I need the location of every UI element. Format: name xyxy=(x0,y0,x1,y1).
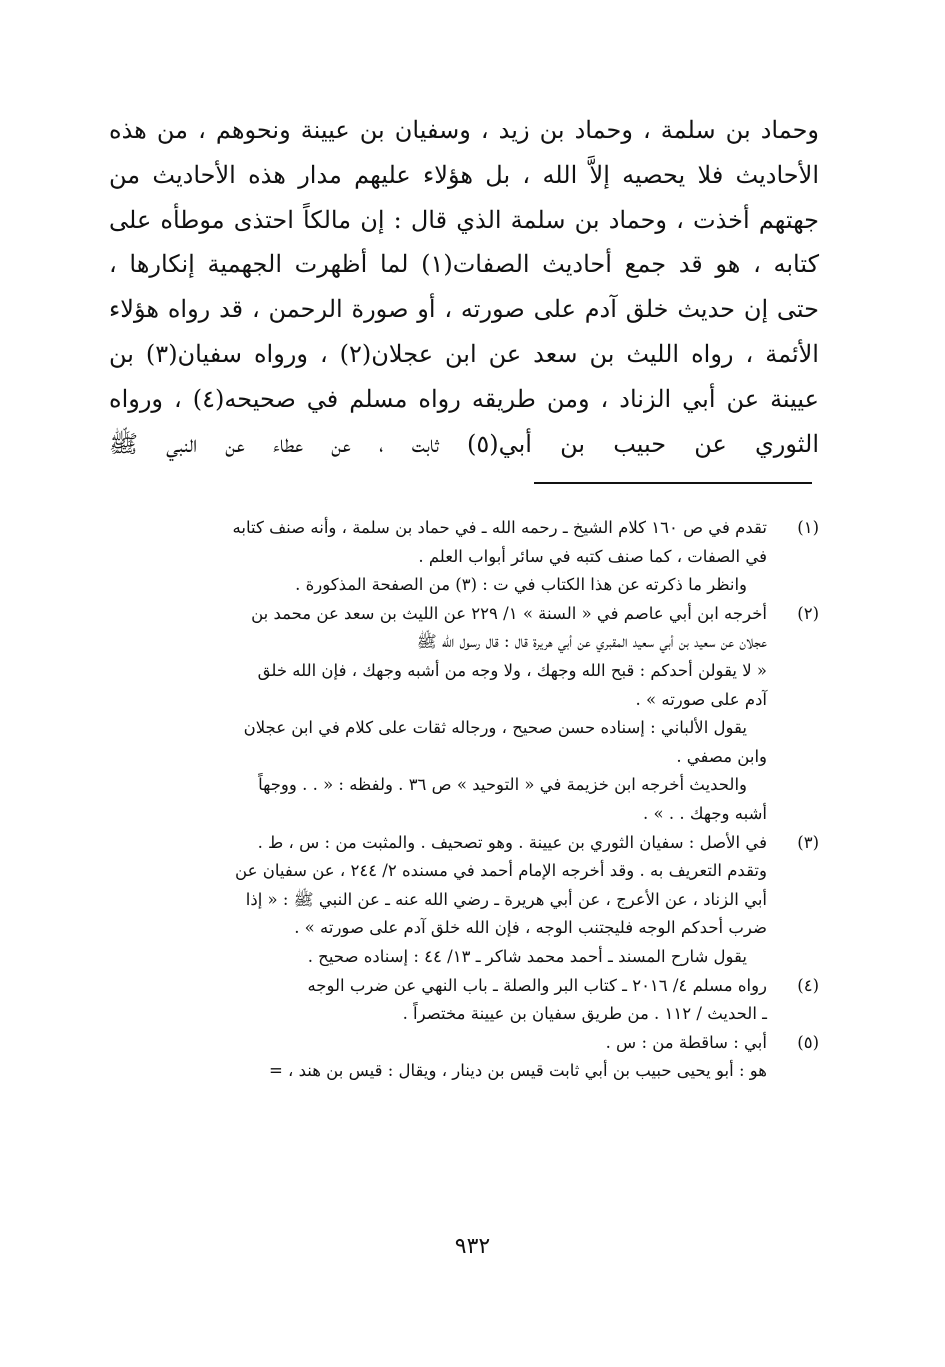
footnote-line: أبي الزناد ، عن الأعرج ، عن أبي هريرة ـ رضي الله عنه ـ عن النبي ﷺ : « إذا xyxy=(245,889,767,909)
footnote-line: وابن مصفي . xyxy=(676,746,767,766)
footnote-line: وانظر ما ذكرته عن هذا الكتاب في ت : (٣) من الصفحة المذكورة . xyxy=(295,575,747,595)
footnote-line: يقول شارح المسند ـ أحمد محمد شاكر ـ ١٣/ ٤٤ : إسناده صحيح . xyxy=(307,946,747,966)
footnote-line: آدم على صورته » . xyxy=(635,689,767,709)
footnote-3 xyxy=(101,829,819,972)
footnote-5 xyxy=(101,1029,819,1058)
footnote-2 xyxy=(101,600,819,829)
footnote-number: (١) xyxy=(797,518,819,537)
body-line: الأئمة ، رواه الليث بن سعد عن ابن عجلان(٢) ، ورواه سفيان(٣) بن xyxy=(109,339,819,368)
body-line: حتى إن حديث خلق آدم على صورته ، أو صورة الرحمن ، قد رواه هؤلاء xyxy=(109,295,819,324)
footnote-separator xyxy=(534,482,812,484)
footnote-1 xyxy=(101,514,819,600)
body-line: كتابه ، هو قد جمع أحاديث الصفات(١) لما أظهرت الجهمية إنكارها ، xyxy=(109,250,819,279)
footnote-line: رواه مسلم ٤/ ٢٠١٦ ـ كتاب البر والصلة ـ باب النهي عن ضرب الوجه xyxy=(307,975,767,995)
footnote-line: ضرب أحدكم الوجه فليجتنب الوجه ، فإن الله خلق آدم على صورته » . xyxy=(294,918,767,938)
footnotes xyxy=(101,514,819,1086)
footnote-line: والحديث أخرجه ابن خزيمة في « التوحيد » ص ٣٦ . ولفظه : « . . ووجهاً xyxy=(258,775,747,795)
footnote-number: (٤) xyxy=(797,975,819,995)
footnote-4 xyxy=(101,972,819,1029)
footnote-line: أبي : ساقطة من : س . xyxy=(605,1032,767,1052)
footnote-line: في الصفات ، كما صنف كتبه في سائر أبواب العلم . xyxy=(418,546,767,566)
body-line: الأحاديث فلا يحصيه إلاَّ الله ، بل هؤلاء عليهم مدار هذه الأحاديث من xyxy=(109,160,819,189)
footnote-line: وتقدم التعريف به . وقد أخرجه الإمام أحمد في مسنده ٢/ ٢٤٤ ، عن سفيان عن xyxy=(235,861,767,881)
footnote-number: (٣) xyxy=(797,832,819,852)
footnote-continuation-line: هو : أبو يحيى حبيب بن أبي ثابت قيس بن دينار ، ويقال : قيس بن هند ، = xyxy=(268,1061,767,1081)
footnote-line: تقدم في ص ١٦٠ كلام الشيخ ـ رحمه الله ـ في حماد بن سلمة ، وأنه صنف كتابه xyxy=(232,518,767,537)
footnote-line: أخرجه ابن أبي عاصم في « السنة » ١/ ٢٢٩ عن الليث بن سعد عن محمد بن xyxy=(251,603,767,623)
main-body-text xyxy=(109,108,819,466)
body-line: عيينة عن أبي الزناد ، ومن طريقه رواه مسلم في صحيحه(٤) ، ورواه xyxy=(109,384,819,413)
page-number: ٩٣٢ xyxy=(454,1234,491,1259)
footnote-line: « لا يقولن أحدكم : قبح الله وجهك ، ولا وجه من أشبه وجهك ، فإن الله خلق xyxy=(257,660,767,680)
footnote-continuation xyxy=(101,1057,819,1086)
footnote-number: (٢) xyxy=(797,603,819,623)
footnote-line: أشبه وجهك . . » . xyxy=(643,803,767,823)
footnote-number: (٥) xyxy=(797,1032,819,1052)
footnote-line: ـ الحديث / ١١٢ . من طريق سفيان بن عيينة مختصراً . xyxy=(402,1004,767,1024)
footnote-line: في الأصل : سفيان الثوري بن عيينة . وهو تصحيف . والمثبت من : س ، ط . xyxy=(257,832,767,852)
footnote-line: يقول الألباني : إسناده حسن صحيح ، ورجاله ثقات على كلام في ابن عجلان xyxy=(243,718,747,738)
footnote-line: عجلان عن سعيد بن أبي سعيد المقبري عن أبي هريرة قال : قال رسول الله ﷺ xyxy=(416,632,767,652)
body-line: الثوري عن حبيب بن أبي(٥) ثابت ، عن عطاء عن النبي ﷺ xyxy=(109,429,819,458)
body-line: وحماد بن سلمة ، وحماد بن زيد ، وسفيان بن عيينة ونحوهم ، من هذه xyxy=(109,116,819,144)
body-line: جهتهم أخذت ، وحماد بن سلمة الذي قال : إن مالكاً احتذى موطأه على xyxy=(109,205,819,234)
